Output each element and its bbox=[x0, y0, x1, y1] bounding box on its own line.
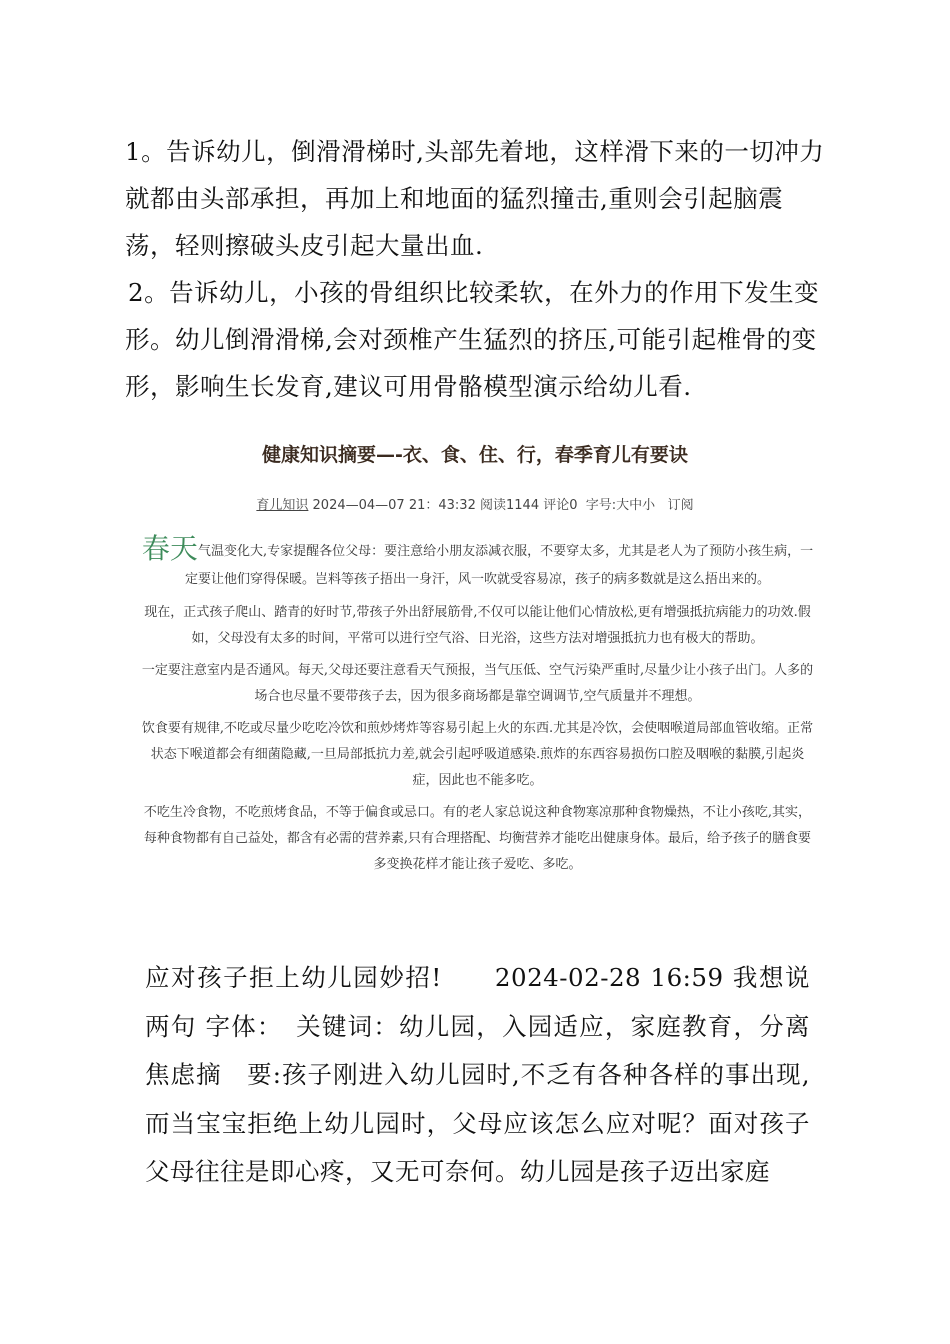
comment-count: 0 bbox=[569, 498, 578, 513]
article-paragraph: 现在，正式孩子爬山、踏青的好时节,带孩子外出舒展筋骨,不仅可以能让他们心情放松,更有增强抵抗病能力的功效.假如，父母没有太多的时间，平常可以进行空气浴、日光浴，这些方法对增强抵抗力也有极大的帮助。 bbox=[144, 605, 811, 646]
tip-paragraph-2: 2。告诉幼儿，小孩的骨组织比较柔软，在外力的作用下发生变形。幼儿倒滑滑梯,会对颈椎产生猛烈的挤压,可能引起椎骨的变形，影响生长发育,建议可用骨骼模型演示给幼儿看. bbox=[125, 278, 820, 401]
bottom-section bbox=[145, 954, 810, 1197]
category-link[interactable]: 育儿知识 bbox=[256, 498, 309, 513]
font-size-selector[interactable]: 字号:大中小 bbox=[585, 498, 656, 513]
tip-paragraph-1: 1。告诉幼儿，倒滑滑梯时,头部先着地，这样滑下来的一切冲力就都由头部承担，再加上和地面的猛烈撞击,重则会引起脑震荡，轻则擦破头皮引起大量出血. bbox=[125, 137, 825, 260]
article-meta bbox=[100, 494, 850, 513]
subscribe-link[interactable]: 订阅 bbox=[667, 498, 694, 513]
article-body bbox=[140, 532, 815, 884]
article-title: 健康知识摘要—-衣、食、住、行，春季育儿有要诀 bbox=[262, 444, 688, 466]
comment-label: 评论 bbox=[543, 498, 570, 513]
article-paragraph: 不吃生冷食物，不吃煎烤食品，不等于偏食或忌口。有的老人家总说这种食物寒凉那种食物燥热，不让小孩吃,其实，每种食物都有自己益处，都含有必需的营养素,只有合理搭配、均衡营养才能吃出健康身体。最后，给予孩子的膳食要多变换花样才能让孩子爱吃、多吃。 bbox=[143, 805, 812, 872]
bottom-paragraph: 应对孩子拒上幼儿园妙招! 2024-02-28 16:59 我想说两句 字体： 关键词：幼儿园，入园适应，家庭教育，分离焦虑摘 要:孩子刚进入幼儿园时,不乏有各种各样的事出现,而当宝宝拒绝上幼儿园时，父母应该怎么应对呢？面对孩子父母往往是即心疼，又无可奈何。幼儿园是孩子迈出家庭 bbox=[145, 963, 810, 1186]
post-datetime: 2024—04—07 21：43:32 bbox=[312, 498, 476, 513]
read-label: 阅读 bbox=[479, 498, 506, 513]
lead-big-text: 春天 bbox=[141, 532, 198, 565]
top-section bbox=[125, 128, 825, 410]
read-count: 1144 bbox=[506, 498, 540, 513]
lead-text: 气温变化大,专家提醒各位父母：要注意给小朋友添减衣服，不要穿太多，尤其是老人为了预防小孩生病，一定要让他们穿得保暖。岂料等孩子捂出一身汗，风一吹就受容易凉，孩子的病多数就是这么捂出来的。 bbox=[184, 544, 814, 587]
article-lead bbox=[140, 532, 815, 594]
article-paragraph: 一定要注意室内是否通风。每天,父母还要注意看天气预报，当气压低、空气污染严重时,尽量少让小孩子出门。人多的场合也尽量不要带孩子去，因为很多商场都是靠空调调节,空气质量并不理想。 bbox=[141, 663, 814, 704]
article-paragraph: 饮食要有规律,不吃或尽量少吃吃冷饮和煎炒烤炸等容易引起上火的东西.尤其是冷饮，会使咽喉道局部血管收缩。正常状态下喉道都会有细菌隐藏,一旦局部抵抗力差,就会引起呼吸道感染.煎炸的东西容易损伤口腔及咽喉的黏膜,引起炎症，因此也不能多吃。 bbox=[141, 721, 814, 788]
